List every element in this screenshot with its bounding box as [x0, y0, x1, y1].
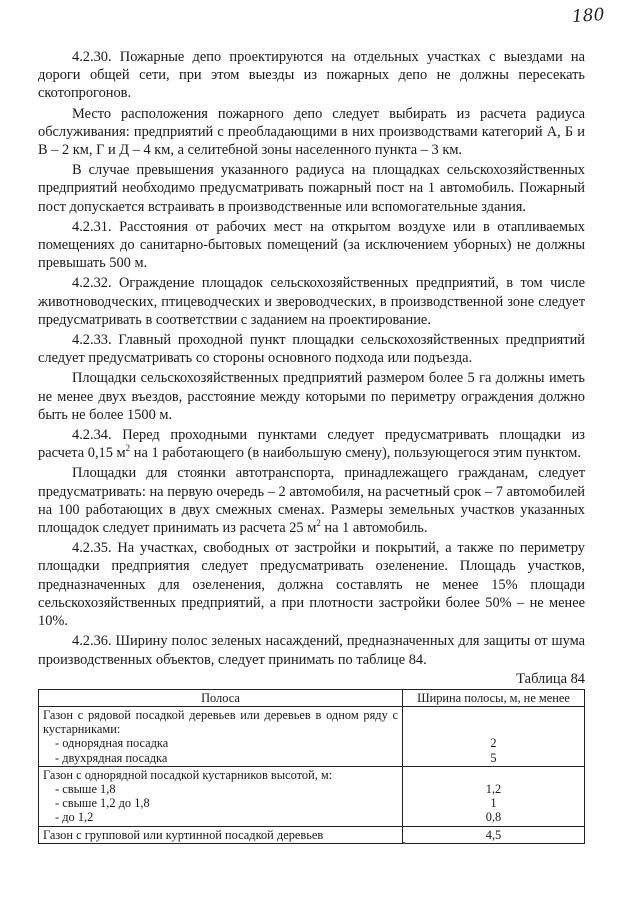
- paragraph-4-2-35: 4.2.35. На участках, свободных от застройки и покрытий, а также по периметру площадки предприятия следует предусматривать озеленение. Площадь участков, предназначенных для озеленения, должна составлять не менее 15% площади сельскохозяйственных предприятий, а при плотности застройки более 50% – не менее 10%.: [38, 540, 585, 630]
- page-number: 180: [570, 4, 605, 28]
- paragraph-4-2-31: 4.2.31. Расстояния от рабочих мест на открытом воздухе или в отапливаемых помещениях до санитарно-бытовых помещений (за исключением уборных) не должны превышать 500 м.: [38, 218, 585, 272]
- paragraph-4-2-34-parking: [38, 464, 585, 537]
- table-84: [38, 689, 585, 844]
- paragraph-4-2-34: [38, 426, 585, 462]
- row-group-title: Газон с рядовой посадкой деревьев или деревьев в одном ряду с кустарниками:: [43, 707, 398, 737]
- table-caption: Таблица 84: [516, 670, 585, 687]
- row-item: - свыше 1,8: [55, 781, 116, 796]
- paragraph-text: Площадки для стоянки автотранспорта, принадлежащего гражданам, следует предусматривать: на первую очередь – 2 автомобиля, на расчетный срок – 7 автомобилей на 100 работающих в двух смежных сменах. Размеры земельных участков указанных площадок следует принимать из расчета 25 м: [38, 465, 585, 537]
- table-cell-width: [403, 766, 585, 826]
- paragraph-4-2-33-entrances: Площадки сельскохозяйственных предприятий размером более 5 га должны иметь не менее двух въездов, расстояние между которыми по периметру ограждения должно быть не более 1500 м.: [38, 370, 585, 423]
- table-cell-strip: [39, 706, 403, 766]
- table-cell-width: [403, 706, 585, 766]
- row-value: 0,8: [485, 810, 502, 825]
- paragraph-text: на 1 работающего (в наибольшую смену), пользующегося этим пунктом.: [130, 445, 581, 462]
- paragraph-4-2-30: 4.2.30. Пожарные депо проектируются на отдельных участках с выездами на дороги общей сети, при этом выезды из пожарных депо не должны пересекать скотопрогонов.: [38, 49, 585, 102]
- document-body: [38, 48, 585, 844]
- table-row: [39, 826, 585, 843]
- paragraph-text: 4.2.34. Перед проходными пунктами следует предусматривать площадки из расчета 0,15 м: [38, 427, 585, 462]
- row-value: 1: [490, 796, 497, 811]
- row-value: 1,2: [485, 781, 502, 796]
- column-header-width: Ширина полосы, м, не менее: [403, 689, 585, 706]
- row-item: - до 1,2: [55, 810, 94, 825]
- row-item: - двухрядная посадка: [55, 750, 168, 765]
- superscript: 2: [316, 518, 321, 529]
- table-cell-width: 4,5: [403, 826, 585, 843]
- row-group-title: Газон с однорядной посадкой кустарников высотой, м:: [43, 767, 333, 782]
- row-value: 2: [490, 736, 497, 751]
- paragraph-4-2-33: 4.2.33. Главный проходной пункт площадки сельскохозяйственных предприятий следует предусматривать со стороны основного подхода или подъезда.: [38, 332, 585, 367]
- table-cell-strip: [39, 766, 403, 826]
- table-header-row: [39, 689, 585, 706]
- row-item: - однорядная посадка: [55, 736, 169, 751]
- superscript: 2: [125, 443, 131, 454]
- column-header-strip: Полоса: [39, 689, 403, 706]
- table-row: [39, 706, 585, 766]
- row-value: 5: [490, 750, 497, 765]
- table-cell-strip: Газон с групповой или куртинной посадкой деревьев: [39, 826, 403, 843]
- table-row: [39, 766, 585, 826]
- row-item: - свыше 1,2 до 1,8: [55, 796, 150, 811]
- scan-speck: [403, 842, 405, 844]
- paragraph-text: на 1 автомобиль.: [320, 520, 428, 537]
- paragraph-4-2-32: 4.2.32. Ограждение площадок сельскохозяйственных предприятий, в том числе животноводческих, птицеводческих и звероводческих, в производственной зоне следует предусматривать в соответствии с заданием на проектирование.: [38, 275, 585, 328]
- paragraph-4-2-36: 4.2.36. Ширину полос зеленых насаждений, предназначенных для защиты от шума производственных объектов, следует принимать по таблице 84.: [38, 633, 585, 668]
- paragraph-4-2-30-fire-post: В случае превышения указанного радиуса на площадках сельскохозяйственных предприятий необходимо предусматривать пожарный пост на 1 автомобиль. Пожарный пост допускается встраивать в производственные или вспомогательные здания.: [38, 162, 585, 215]
- paragraph-4-2-30-location: Место расположения пожарного депо следует выбирать из расчета радиуса обслуживания: предприятий с преобладающими в них производствами категорий А, Б и В – 2 км, Г и Д – 4 км, а селитебной зоны населенного пункта – 3 км.: [38, 105, 585, 159]
